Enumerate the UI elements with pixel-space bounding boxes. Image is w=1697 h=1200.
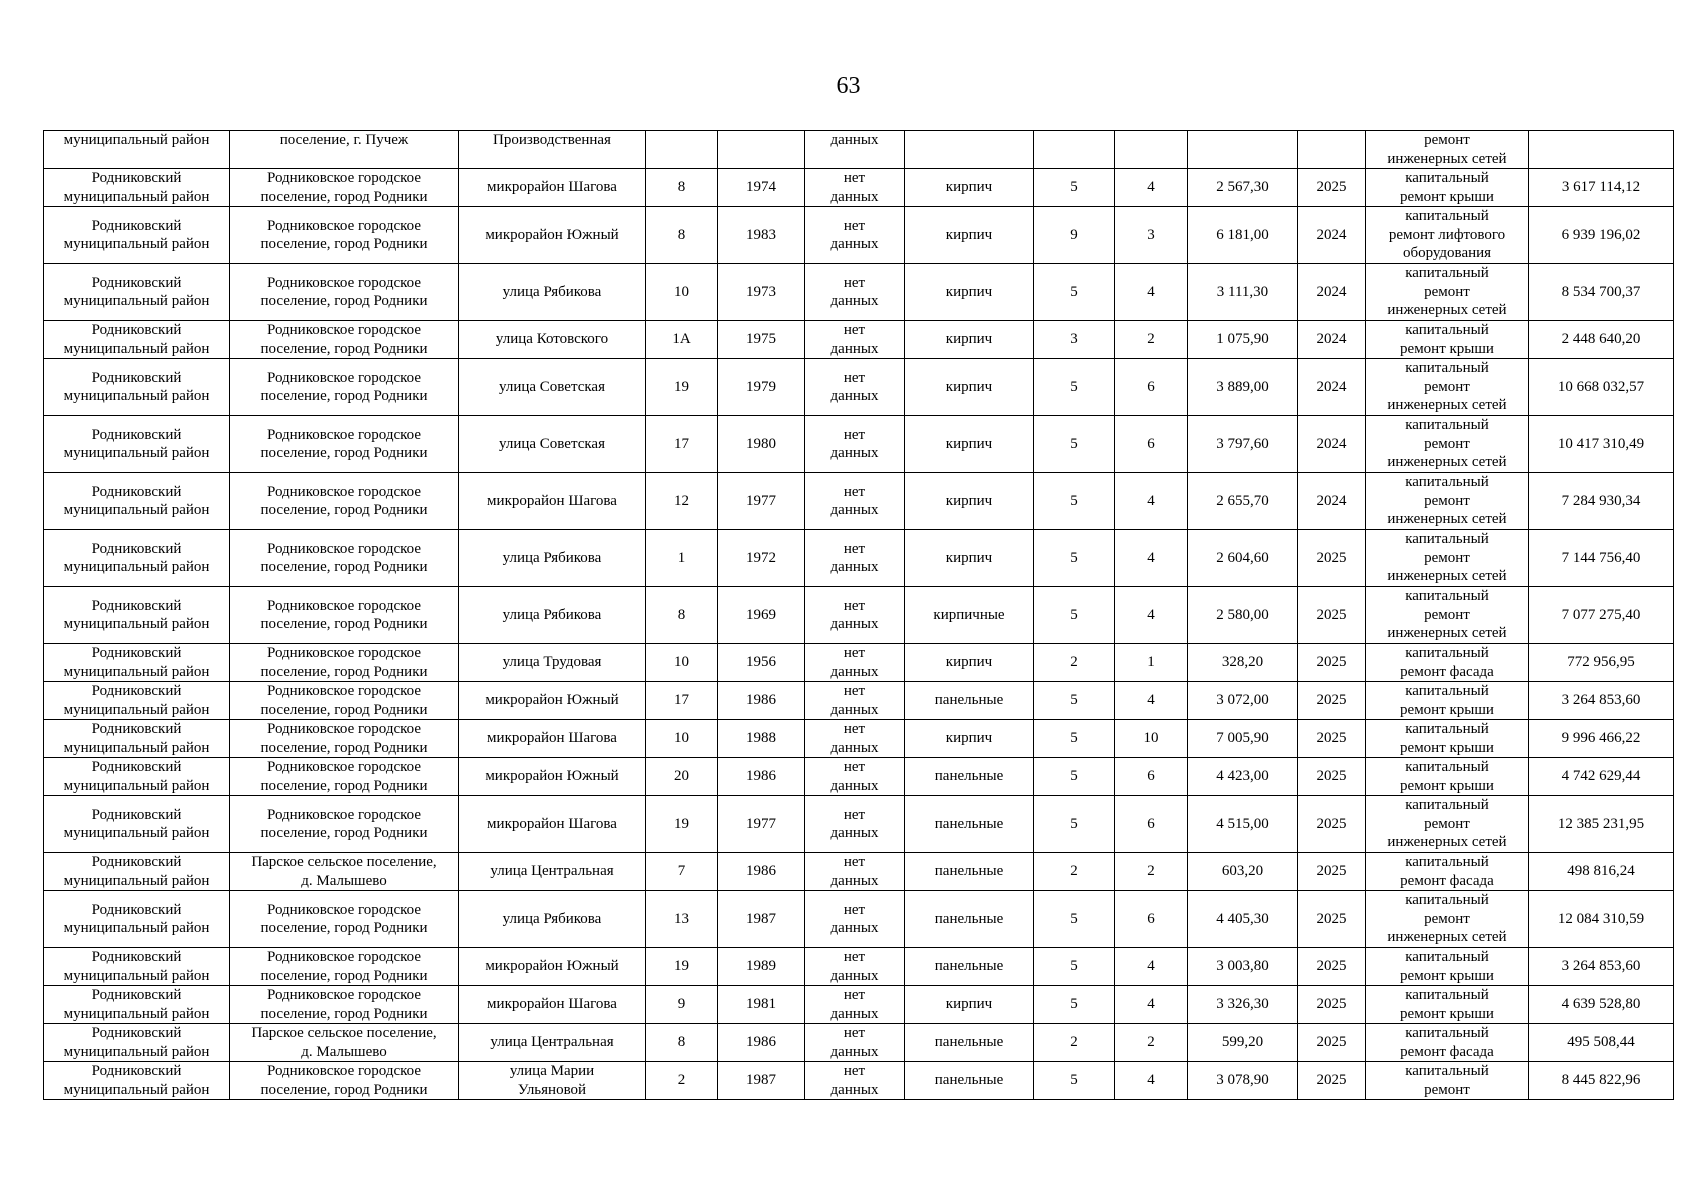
settlement-cell: Родниковское городское поселение, город Родники [230, 207, 459, 264]
street-cell: улица Рябикова [459, 530, 646, 587]
data-status-cell: нет данных [805, 682, 905, 720]
entrances-cell: 4 [1115, 530, 1188, 587]
table-row [44, 473, 1674, 530]
table-body [44, 131, 1674, 1100]
wall-material-cell: кирпич [905, 169, 1034, 207]
district-cell: муниципальный район [44, 131, 230, 169]
area-cell: 4 423,00 [1188, 758, 1298, 796]
settlement-cell: Родниковское городское поселение, город Родники [230, 796, 459, 853]
data-status-cell: нет данных [805, 644, 905, 682]
area-cell: 3 797,60 [1188, 416, 1298, 473]
cost-cell: 772 956,95 [1529, 644, 1674, 682]
entrances-cell: 4 [1115, 682, 1188, 720]
area-cell: 599,20 [1188, 1024, 1298, 1062]
district-cell: Родниковский муниципальный район [44, 207, 230, 264]
cost-cell: 498 816,24 [1529, 853, 1674, 891]
work-type-cell: капитальный ремонт крыши [1366, 321, 1529, 359]
house-number-cell: 10 [646, 644, 718, 682]
data-status-cell: нет данных [805, 796, 905, 853]
wall-material-cell: панельные [905, 796, 1034, 853]
cost-cell: 4 742 629,44 [1529, 758, 1674, 796]
table-row [44, 416, 1674, 473]
street-cell: улица Советская [459, 359, 646, 416]
street-cell: микрорайон Шагова [459, 720, 646, 758]
wall-material-cell: панельные [905, 1024, 1034, 1062]
work-type-cell: капитальный ремонт инженерных сетей [1366, 416, 1529, 473]
cost-cell: 10 417 310,49 [1529, 416, 1674, 473]
floors-cell: 2 [1034, 853, 1115, 891]
data-status-cell: нет данных [805, 1062, 905, 1100]
year-cell: 2025 [1298, 530, 1366, 587]
house-number-cell: 2 [646, 1062, 718, 1100]
district-cell: Родниковский муниципальный район [44, 682, 230, 720]
year-cell: 2025 [1298, 796, 1366, 853]
entrances-cell: 4 [1115, 473, 1188, 530]
settlement-cell: Родниковское городское поселение, город Родники [230, 264, 459, 321]
floors-cell: 5 [1034, 1062, 1115, 1100]
year-cell: 2025 [1298, 169, 1366, 207]
district-cell: Родниковский муниципальный район [44, 530, 230, 587]
floors-cell [1034, 131, 1115, 169]
table-row [44, 891, 1674, 948]
street-cell: микрорайон Южный [459, 758, 646, 796]
floors-cell: 5 [1034, 948, 1115, 986]
entrances-cell: 6 [1115, 796, 1188, 853]
district-cell: Родниковский муниципальный район [44, 986, 230, 1024]
work-type-cell: капитальный ремонт инженерных сетей [1366, 264, 1529, 321]
street-cell: микрорайон Южный [459, 682, 646, 720]
area-cell: 2 604,60 [1188, 530, 1298, 587]
table-row [44, 207, 1674, 264]
table-row [44, 796, 1674, 853]
wall-material-cell: кирпич [905, 416, 1034, 473]
wall-material-cell: панельные [905, 948, 1034, 986]
work-type-cell: капитальный ремонт [1366, 1062, 1529, 1100]
district-cell: Родниковский муниципальный район [44, 264, 230, 321]
district-cell: Родниковский муниципальный район [44, 1062, 230, 1100]
settlement-cell: Родниковское городское поселение, город Родники [230, 169, 459, 207]
house-number-cell: 7 [646, 853, 718, 891]
house-number-cell [646, 131, 718, 169]
year-built-cell: 1977 [718, 796, 805, 853]
street-cell: микрорайон Шагова [459, 986, 646, 1024]
work-type-cell: капитальный ремонт лифтового оборудования [1366, 207, 1529, 264]
work-type-cell: капитальный ремонт фасада [1366, 853, 1529, 891]
table-row [44, 169, 1674, 207]
entrances-cell: 2 [1115, 853, 1188, 891]
house-number-cell: 19 [646, 796, 718, 853]
settlement-cell: Родниковское городское поселение, город Родники [230, 948, 459, 986]
house-number-cell: 20 [646, 758, 718, 796]
work-type-cell: капитальный ремонт крыши [1366, 169, 1529, 207]
work-type-cell: капитальный ремонт крыши [1366, 682, 1529, 720]
cost-cell: 9 996 466,22 [1529, 720, 1674, 758]
cost-cell: 12 385 231,95 [1529, 796, 1674, 853]
street-cell: улица Трудовая [459, 644, 646, 682]
cost-cell: 7 144 756,40 [1529, 530, 1674, 587]
year-built-cell: 1987 [718, 1062, 805, 1100]
street-cell: микрорайон Шагова [459, 796, 646, 853]
house-number-cell: 10 [646, 720, 718, 758]
table-row [44, 682, 1674, 720]
table-row [44, 530, 1674, 587]
year-cell: 2024 [1298, 359, 1366, 416]
table-row [44, 359, 1674, 416]
area-cell: 603,20 [1188, 853, 1298, 891]
table-row [44, 264, 1674, 321]
area-cell: 3 003,80 [1188, 948, 1298, 986]
house-number-cell: 8 [646, 207, 718, 264]
year-cell [1298, 131, 1366, 169]
data-status-cell: нет данных [805, 986, 905, 1024]
data-status-cell: нет данных [805, 530, 905, 587]
wall-material-cell: кирпич [905, 720, 1034, 758]
district-cell: Родниковский муниципальный район [44, 321, 230, 359]
year-built-cell: 1986 [718, 853, 805, 891]
work-type-cell: капитальный ремонт крыши [1366, 720, 1529, 758]
settlement-cell: Родниковское городское поселение, город Родники [230, 359, 459, 416]
house-number-cell: 13 [646, 891, 718, 948]
wall-material-cell: панельные [905, 1062, 1034, 1100]
floors-cell: 9 [1034, 207, 1115, 264]
wall-material-cell: кирпичные [905, 587, 1034, 644]
table-row [44, 853, 1674, 891]
cost-cell: 3 617 114,12 [1529, 169, 1674, 207]
area-cell: 7 005,90 [1188, 720, 1298, 758]
area-cell: 2 567,30 [1188, 169, 1298, 207]
table-row [44, 587, 1674, 644]
district-cell: Родниковский муниципальный район [44, 473, 230, 530]
work-type-cell: капитальный ремонт инженерных сетей [1366, 530, 1529, 587]
settlement-cell: поселение, г. Пучеж [230, 131, 459, 169]
settlement-cell: Родниковское городское поселение, город Родники [230, 587, 459, 644]
district-cell: Родниковский муниципальный район [44, 644, 230, 682]
street-cell: улица Центральная [459, 1024, 646, 1062]
cost-cell: 4 639 528,80 [1529, 986, 1674, 1024]
year-cell: 2024 [1298, 264, 1366, 321]
year-cell: 2025 [1298, 986, 1366, 1024]
street-cell: улица Рябикова [459, 587, 646, 644]
settlement-cell: Парское сельское поселение, д. Малышево [230, 1024, 459, 1062]
year-cell: 2024 [1298, 416, 1366, 473]
area-cell: 3 326,30 [1188, 986, 1298, 1024]
district-cell: Родниковский муниципальный район [44, 891, 230, 948]
settlement-cell: Парское сельское поселение, д. Малышево [230, 853, 459, 891]
wall-material-cell: кирпич [905, 264, 1034, 321]
table-row [44, 131, 1674, 169]
house-number-cell: 19 [646, 359, 718, 416]
wall-material-cell: кирпич [905, 644, 1034, 682]
cost-cell: 3 264 853,60 [1529, 948, 1674, 986]
work-type-cell: капитальный ремонт крыши [1366, 758, 1529, 796]
cost-cell: 2 448 640,20 [1529, 321, 1674, 359]
work-type-cell: капитальный ремонт инженерных сетей [1366, 796, 1529, 853]
year-built-cell: 1989 [718, 948, 805, 986]
floors-cell: 2 [1034, 644, 1115, 682]
page-number: 63 [836, 73, 861, 99]
work-type-cell: капитальный ремонт фасада [1366, 1024, 1529, 1062]
entrances-cell: 2 [1115, 321, 1188, 359]
street-cell: микрорайон Южный [459, 207, 646, 264]
floors-cell: 5 [1034, 169, 1115, 207]
work-type-cell: капитальный ремонт крыши [1366, 948, 1529, 986]
year-cell: 2025 [1298, 644, 1366, 682]
street-cell: микрорайон Шагова [459, 473, 646, 530]
area-cell: 3 111,30 [1188, 264, 1298, 321]
year-built-cell: 1956 [718, 644, 805, 682]
year-cell: 2025 [1298, 891, 1366, 948]
floors-cell: 5 [1034, 587, 1115, 644]
house-number-cell: 17 [646, 682, 718, 720]
house-number-cell: 12 [646, 473, 718, 530]
cost-cell: 12 084 310,59 [1529, 891, 1674, 948]
district-cell: Родниковский муниципальный район [44, 169, 230, 207]
entrances-cell: 4 [1115, 948, 1188, 986]
data-status-cell: нет данных [805, 473, 905, 530]
area-cell: 3 078,90 [1188, 1062, 1298, 1100]
year-built-cell: 1977 [718, 473, 805, 530]
street-cell: улица Центральная [459, 853, 646, 891]
table-row [44, 1062, 1674, 1100]
wall-material-cell: панельные [905, 682, 1034, 720]
floors-cell: 5 [1034, 473, 1115, 530]
year-cell: 2025 [1298, 758, 1366, 796]
street-cell: улица Рябикова [459, 264, 646, 321]
data-status-cell: нет данных [805, 1024, 905, 1062]
cost-cell: 495 508,44 [1529, 1024, 1674, 1062]
district-cell: Родниковский муниципальный район [44, 359, 230, 416]
cost-cell: 6 939 196,02 [1529, 207, 1674, 264]
entrances-cell: 4 [1115, 1062, 1188, 1100]
district-cell: Родниковский муниципальный район [44, 587, 230, 644]
table-row [44, 644, 1674, 682]
year-built-cell: 1987 [718, 891, 805, 948]
data-status-cell: нет данных [805, 587, 905, 644]
year-built-cell: 1975 [718, 321, 805, 359]
house-number-cell: 8 [646, 587, 718, 644]
area-cell: 2 655,70 [1188, 473, 1298, 530]
entrances-cell: 2 [1115, 1024, 1188, 1062]
settlement-cell: Родниковское городское поселение, город Родники [230, 321, 459, 359]
settlement-cell: Родниковское городское поселение, город Родники [230, 758, 459, 796]
table-row [44, 720, 1674, 758]
floors-cell: 5 [1034, 264, 1115, 321]
district-cell: Родниковский муниципальный район [44, 720, 230, 758]
floors-cell: 5 [1034, 891, 1115, 948]
year-cell: 2025 [1298, 682, 1366, 720]
year-built-cell: 1988 [718, 720, 805, 758]
settlement-cell: Родниковское городское поселение, город Родники [230, 473, 459, 530]
wall-material-cell: кирпич [905, 207, 1034, 264]
data-status-cell: нет данных [805, 359, 905, 416]
cost-cell: 10 668 032,57 [1529, 359, 1674, 416]
wall-material-cell: панельные [905, 853, 1034, 891]
entrances-cell: 4 [1115, 587, 1188, 644]
wall-material-cell: кирпич [905, 473, 1034, 530]
entrances-cell: 6 [1115, 416, 1188, 473]
house-number-cell: 8 [646, 1024, 718, 1062]
settlement-cell: Родниковское городское поселение, город Родники [230, 416, 459, 473]
entrances-cell: 4 [1115, 986, 1188, 1024]
entrances-cell: 3 [1115, 207, 1188, 264]
year-cell: 2024 [1298, 321, 1366, 359]
entrances-cell: 6 [1115, 758, 1188, 796]
data-status-cell: нет данных [805, 948, 905, 986]
year-cell: 2025 [1298, 587, 1366, 644]
cost-cell: 3 264 853,60 [1529, 682, 1674, 720]
year-built-cell: 1969 [718, 587, 805, 644]
housing-register-table [43, 130, 1674, 1100]
table-row [44, 321, 1674, 359]
house-number-cell: 17 [646, 416, 718, 473]
work-type-cell: капитальный ремонт инженерных сетей [1366, 473, 1529, 530]
district-cell: Родниковский муниципальный район [44, 416, 230, 473]
area-cell: 3 889,00 [1188, 359, 1298, 416]
floors-cell: 5 [1034, 986, 1115, 1024]
work-type-cell: капитальный ремонт инженерных сетей [1366, 891, 1529, 948]
entrances-cell: 6 [1115, 359, 1188, 416]
street-cell: улица Советская [459, 416, 646, 473]
data-status-cell: нет данных [805, 416, 905, 473]
entrances-cell: 10 [1115, 720, 1188, 758]
year-built-cell [718, 131, 805, 169]
street-cell: улица Котовского [459, 321, 646, 359]
data-status-cell: нет данных [805, 891, 905, 948]
area-cell: 2 580,00 [1188, 587, 1298, 644]
street-cell: улица Марии Ульяновой [459, 1062, 646, 1100]
settlement-cell: Родниковское городское поселение, город Родники [230, 986, 459, 1024]
year-built-cell: 1986 [718, 682, 805, 720]
data-status-cell: нет данных [805, 758, 905, 796]
wall-material-cell [905, 131, 1034, 169]
table-row [44, 948, 1674, 986]
district-cell: Родниковский муниципальный район [44, 796, 230, 853]
table-row [44, 986, 1674, 1024]
year-cell: 2025 [1298, 1024, 1366, 1062]
data-status-cell: нет данных [805, 264, 905, 321]
house-number-cell: 8 [646, 169, 718, 207]
wall-material-cell: панельные [905, 758, 1034, 796]
area-cell: 328,20 [1188, 644, 1298, 682]
work-type-cell: капитальный ремонт крыши [1366, 986, 1529, 1024]
cost-cell: 8 534 700,37 [1529, 264, 1674, 321]
year-built-cell: 1986 [718, 1024, 805, 1062]
area-cell: 6 181,00 [1188, 207, 1298, 264]
entrances-cell: 4 [1115, 264, 1188, 321]
year-built-cell: 1979 [718, 359, 805, 416]
settlement-cell: Родниковское городское поселение, город Родники [230, 1062, 459, 1100]
year-cell: 2025 [1298, 720, 1366, 758]
floors-cell: 5 [1034, 682, 1115, 720]
year-built-cell: 1974 [718, 169, 805, 207]
year-built-cell: 1981 [718, 986, 805, 1024]
data-status-cell: нет данных [805, 321, 905, 359]
area-cell: 3 072,00 [1188, 682, 1298, 720]
settlement-cell: Родниковское городское поселение, город Родники [230, 720, 459, 758]
floors-cell: 2 [1034, 1024, 1115, 1062]
wall-material-cell: кирпич [905, 359, 1034, 416]
wall-material-cell: кирпич [905, 530, 1034, 587]
year-cell: 2025 [1298, 1062, 1366, 1100]
street-cell: микрорайон Южный [459, 948, 646, 986]
district-cell: Родниковский муниципальный район [44, 1024, 230, 1062]
work-type-cell: капитальный ремонт фасада [1366, 644, 1529, 682]
year-cell: 2025 [1298, 948, 1366, 986]
floors-cell: 5 [1034, 758, 1115, 796]
wall-material-cell: кирпич [905, 986, 1034, 1024]
year-built-cell: 1986 [718, 758, 805, 796]
house-number-cell: 9 [646, 986, 718, 1024]
floors-cell: 5 [1034, 416, 1115, 473]
floors-cell: 3 [1034, 321, 1115, 359]
work-type-cell: капитальный ремонт инженерных сетей [1366, 359, 1529, 416]
district-cell: Родниковский муниципальный район [44, 948, 230, 986]
year-built-cell: 1980 [718, 416, 805, 473]
data-status-cell: нет данных [805, 169, 905, 207]
entrances-cell [1115, 131, 1188, 169]
area-cell [1188, 131, 1298, 169]
floors-cell: 5 [1034, 359, 1115, 416]
cost-cell: 7 284 930,34 [1529, 473, 1674, 530]
floors-cell: 5 [1034, 530, 1115, 587]
year-built-cell: 1983 [718, 207, 805, 264]
house-number-cell: 1А [646, 321, 718, 359]
data-status-cell: нет данных [805, 720, 905, 758]
table-row [44, 1024, 1674, 1062]
year-cell: 2024 [1298, 207, 1366, 264]
area-cell: 4 405,30 [1188, 891, 1298, 948]
district-cell: Родниковский муниципальный район [44, 853, 230, 891]
year-built-cell: 1972 [718, 530, 805, 587]
data-status-cell: нет данных [805, 853, 905, 891]
work-type-cell: капитальный ремонт инженерных сетей [1366, 587, 1529, 644]
data-status-cell: данных [805, 131, 905, 169]
area-cell: 1 075,90 [1188, 321, 1298, 359]
data-status-cell: нет данных [805, 207, 905, 264]
year-built-cell: 1973 [718, 264, 805, 321]
street-cell: улица Рябикова [459, 891, 646, 948]
floors-cell: 5 [1034, 720, 1115, 758]
entrances-cell: 4 [1115, 169, 1188, 207]
work-type-cell: ремонт инженерных сетей [1366, 131, 1529, 169]
entrances-cell: 6 [1115, 891, 1188, 948]
wall-material-cell: кирпич [905, 321, 1034, 359]
year-cell: 2024 [1298, 473, 1366, 530]
district-cell: Родниковский муниципальный район [44, 758, 230, 796]
table-row [44, 758, 1674, 796]
year-cell: 2025 [1298, 853, 1366, 891]
floors-cell: 5 [1034, 796, 1115, 853]
area-cell: 4 515,00 [1188, 796, 1298, 853]
wall-material-cell: панельные [905, 891, 1034, 948]
settlement-cell: Родниковское городское поселение, город Родники [230, 644, 459, 682]
cost-cell: 8 445 822,96 [1529, 1062, 1674, 1100]
house-number-cell: 1 [646, 530, 718, 587]
street-cell: микрорайон Шагова [459, 169, 646, 207]
settlement-cell: Родниковское городское поселение, город Родники [230, 530, 459, 587]
street-cell: Производственная [459, 131, 646, 169]
settlement-cell: Родниковское городское поселение, город Родники [230, 682, 459, 720]
house-number-cell: 19 [646, 948, 718, 986]
entrances-cell: 1 [1115, 644, 1188, 682]
settlement-cell: Родниковское городское поселение, город Родники [230, 891, 459, 948]
cost-cell [1529, 131, 1674, 169]
house-number-cell: 10 [646, 264, 718, 321]
cost-cell: 7 077 275,40 [1529, 587, 1674, 644]
